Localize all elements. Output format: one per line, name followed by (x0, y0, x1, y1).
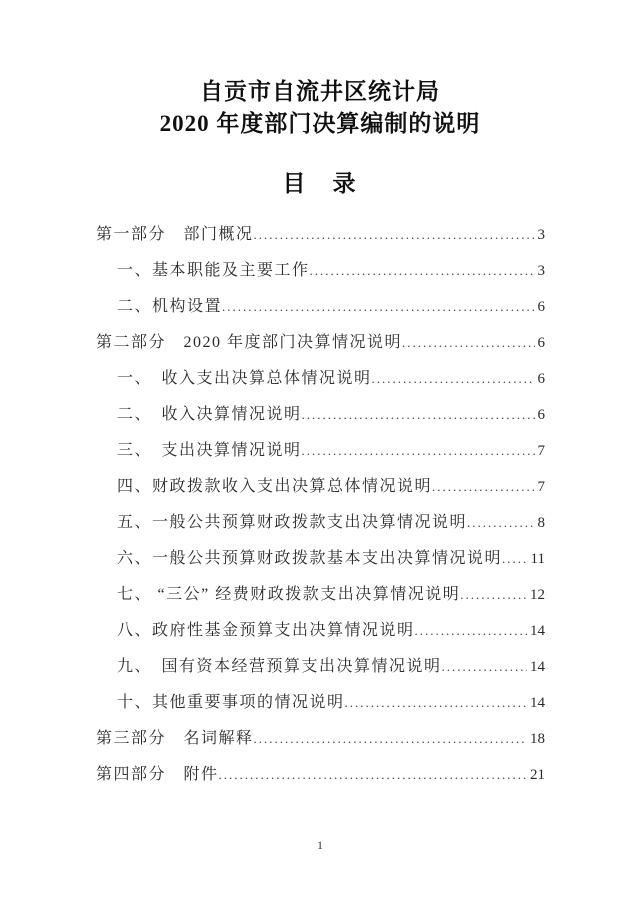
toc-dot-leader (222, 289, 534, 325)
toc-entry-part2-item7[interactable] (96, 577, 545, 613)
toc-entry-label: 第二部分 2020 年度部门决算情况说明 (96, 334, 403, 351)
toc-entry-page: 3 (537, 227, 545, 243)
toc-dot-leader (460, 577, 527, 613)
toc-entry-part2-item10[interactable] (96, 685, 545, 721)
toc-entry-part2-item8[interactable] (96, 613, 545, 649)
toc-entry-page: 7 (537, 443, 545, 459)
toc-entry-page: 3 (537, 263, 545, 279)
toc-entry-part2[interactable] (96, 325, 545, 361)
toc-dot-leader (345, 685, 527, 721)
toc-entry-part2-item4[interactable] (96, 469, 545, 505)
toc-heading: 目 录 (282, 171, 358, 196)
toc-entry-page: 14 (530, 623, 545, 639)
toc-dot-leader (402, 325, 534, 361)
toc-dot-leader (372, 361, 535, 397)
toc-entry-page: 6 (537, 335, 545, 351)
toc-entry-part2-item3[interactable] (96, 433, 545, 469)
toc-dot-leader (302, 397, 535, 433)
toc-dot-leader (502, 541, 528, 577)
toc-entry-label: 三、 支出决算情况说明 (117, 442, 302, 459)
toc-dot-leader (254, 217, 535, 253)
toc-dot-leader (219, 757, 527, 793)
toc-entry-part1-item1[interactable] (96, 253, 545, 289)
document-title (0, 0, 640, 140)
toc-entry-page: 6 (537, 371, 545, 387)
toc-dot-leader (467, 505, 534, 541)
toc-entry-page: 14 (530, 659, 545, 675)
toc-entry-label: 二、机构设置 (117, 298, 223, 315)
toc-entry-page: 6 (537, 407, 545, 423)
toc-entry-label: 二、 收入决算情况说明 (117, 406, 302, 423)
toc-entry-page: 12 (530, 587, 545, 603)
document-title-line1: 自贡市自流井区统计局 (200, 79, 440, 104)
toc-entry-page: 14 (530, 695, 545, 711)
toc-dot-leader (310, 253, 535, 289)
toc-entry-label: 一、 收入支出决算总体情况说明 (117, 370, 372, 387)
toc-entry-part2-item2[interactable] (96, 397, 545, 433)
toc-entry-label: 八、政府性基金预算支出决算情况说明 (117, 622, 415, 639)
toc-list (0, 217, 640, 793)
toc-entry-part3[interactable] (96, 721, 545, 757)
toc-entry-label: 九、 国有资本经营预算支出决算情况说明 (117, 658, 442, 675)
toc-entry-page: 18 (530, 731, 545, 747)
toc-entry-part2-item1[interactable] (96, 361, 545, 397)
toc-entry-label: 第三部分 名词解释 (96, 730, 254, 747)
toc-entry-part1-item2[interactable] (96, 289, 545, 325)
toc-entry-page: 8 (537, 515, 545, 531)
toc-entry-part2-item5[interactable] (96, 505, 545, 541)
toc-entry-label: 一、基本职能及主要工作 (117, 262, 310, 279)
toc-entry-part1[interactable] (96, 217, 545, 253)
toc-entry-label: 五、一般公共预算财政拨款支出决算情况说明 (117, 514, 468, 531)
toc-dot-leader (415, 613, 527, 649)
toc-entry-label: 第四部分 附件 (96, 766, 219, 783)
toc-entry-label: 四、财政拨款收入支出决算总体情况说明 (117, 478, 433, 495)
toc-entry-label: 六、一般公共预算财政拨款基本支出决算情况说明 (117, 550, 503, 567)
toc-dot-leader (302, 433, 535, 469)
footer-page-number: 1 (317, 838, 323, 852)
toc-entry-page: 11 (530, 551, 545, 567)
toc-entry-label: 第一部分 部门概况 (96, 226, 254, 243)
toc-entry-page: 7 (537, 479, 545, 495)
toc-entry-page: 6 (537, 299, 545, 315)
toc-entry-page: 21 (530, 767, 545, 783)
toc-entry-part2-item9[interactable] (96, 649, 545, 685)
toc-dot-leader (442, 649, 527, 685)
document-title-line2: 2020 年度部门决算编制的说明 (159, 111, 481, 136)
toc-entry-part2-item6[interactable] (96, 541, 545, 577)
toc-entry-part4[interactable] (96, 757, 545, 793)
toc-dot-leader (254, 721, 527, 757)
toc-dot-leader (432, 469, 534, 505)
toc-entry-label: 十、其他重要事项的情况说明 (117, 694, 345, 711)
toc-entry-label: 七、 “三公” 经费财政拨款支出决算情况说明 (117, 586, 461, 603)
